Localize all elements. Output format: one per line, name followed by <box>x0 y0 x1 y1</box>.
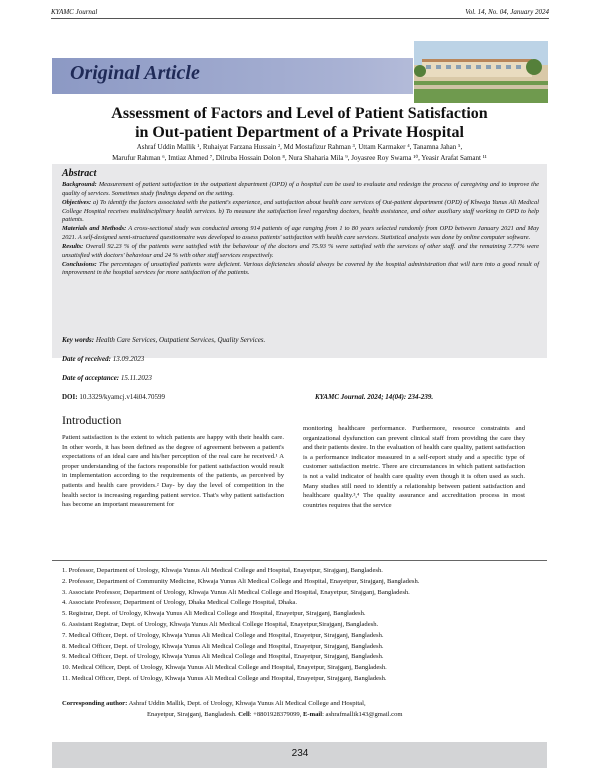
accepted-value: 15.11.2023 <box>119 374 152 382</box>
corresponding-name: Ashraf Uddin Mallik, Dept. of Urology, Khwaja Yunus Ali Medical College and Hospital, <box>127 700 366 707</box>
corresponding-author <box>62 699 542 721</box>
received-label: Date of received: <box>62 355 111 363</box>
doi-label: DOI: <box>62 393 78 401</box>
doi <box>62 393 165 401</box>
doi-value[interactable]: 10.3329/kyamcj.v14i04.70599 <box>77 393 166 401</box>
abstract-conclusions <box>62 261 539 279</box>
keywords <box>62 336 265 344</box>
footnote-item: 11. Medical Officer, Dept. of Urology, Khwaja Yunus Ali Medical College and Hospital, Enayetpur, Sirajganj, Bangladesh. <box>62 674 387 682</box>
results-label: Results: <box>62 242 84 250</box>
abstract-heading: Abstract <box>62 168 97 179</box>
abstract-objectives <box>62 199 539 226</box>
conclusions-text: The percentages of unsatisfied patients were deficient. Various deficiencies should always be covered by the hospital administration that will turn into a good result of improvement in the hospital services for more satisfaction of the patients. <box>62 260 539 277</box>
footnote-item: 6. Assistant Registrar, Dept. of Urology, Khwaja Yunus Ali Medical College Hospital, Enayetpur,Sirajganj, Bangladesh. <box>62 620 379 628</box>
page-number: 234 <box>291 748 309 759</box>
cell-label: Cell <box>238 710 250 718</box>
corresponding-label: Corresponding author: <box>62 700 128 707</box>
date-accepted <box>62 374 152 382</box>
footnote-item: 8. Medical Officer, Dept. of Urology, Khwaja Yunus Ali Medical College and Hospital, Enayetpur, Sirajganj, Bangladesh. <box>62 642 384 650</box>
introduction-heading: Introduction <box>62 413 122 427</box>
footnote-item: 4. Associate Professor, Department of Urology, Dhaka Medical College Hospital, Dhaka. <box>62 599 297 607</box>
footnote-item: 1. Professor, Department of Urology, Khwaja Yunus Ali Medical College and Hospital, Enayetpur, Sirajganj, Bangladesh. <box>62 567 383 574</box>
running-header-journal: KYAMC Journal <box>51 8 98 16</box>
footnote-item: 9. Medical Officer, Dept. of Urology, Khwaja Yunus Ali Medical College and Hospital, Enayetpur, Sirajganj, Bangladesh. <box>62 653 384 661</box>
results-text: Overall 92.23 % of the patients were satisfied with the behaviour of the doctors and 75.93 % were satisfied with the services of other staff. and the remaining 7.77% were unsatisfied with doctors' behaviour and 24 % with other staff services respectively. <box>62 242 539 259</box>
title-line-2: in Out-patient Department of a Private Hospital <box>135 124 464 141</box>
date-received <box>62 355 144 363</box>
cell-number: : +8801928379099, <box>249 710 304 718</box>
abstract-background <box>62 181 539 199</box>
footnote-rule <box>52 560 547 561</box>
corresponding-address: Enayetpur, Sirajganj, Bangladesh. <box>147 710 239 718</box>
corresponding-line-2 <box>62 710 542 721</box>
email-address[interactable]: : ashrafmallik143@gmail.com <box>322 710 403 718</box>
introduction-right-column: monitoring healthcare performance. Furthermore, resource constraints and organizational dysfunction can prevent clinical staff from providing the care they and their patients desire. In the evaluation of health care quality, patient satisfaction is a performance indicator measured in a self-report study and a specific type of customer satisfaction metric. There are circumstances in which patient satisfaction is not a valid indicator of health care quality even though it is often used as such. Many studies still need to identify a relationship between patient satisfaction and healthcare quality.³,⁴ The quality assurance and accreditation process in most countries requires that the service <box>303 425 525 509</box>
objectives-label: Objectives: <box>62 198 92 206</box>
keywords-label: Key words: <box>62 336 95 344</box>
article-type-label: Original Article <box>70 62 200 84</box>
background-label: Background: <box>62 181 97 188</box>
abstract-methods <box>62 225 539 243</box>
email-label: E-mail <box>303 710 323 718</box>
footnote-item: 10. Medical Officer, Dept. of Urology, Khwaja Yunus Ali Medical College and Hospital, Enayetpur, Sirajganj, Bangladesh. <box>62 664 387 672</box>
methods-label: Materials and Methods: <box>62 225 127 233</box>
introduction-left-column: Patient satisfaction is the extent to which patients are happy with their health care. In other words, it has been defined as the degree of agreement between a patient's expectations of an ideal care and his/her perception of the real care he received.¹ A proper understanding of the factors responsible for patient satisfaction would result in implementation according to the requirements of the patients, as perceived by patients and health care providers.² Day- by day the level of competition in the health sector is increasing regarding patient service. That's why patient satisfaction has become an important measurement for <box>62 434 284 509</box>
hospital-photo <box>413 40 549 104</box>
abstract-results <box>62 243 539 261</box>
objectives-text: a) To identify the factors associated with the patient's experience, and satisfaction about health care services of Out-patient department (OPD) of Khwaja Yunus Ali Medical College Hospital receives multidisciplinary health services. b) To measure the satisfaction level regarding doctors, health assistance, and other auxiliary staff working in OPD to help patients. <box>62 198 539 224</box>
corresponding-line-1 <box>62 699 542 710</box>
header-rule <box>51 18 549 19</box>
journal-citation: KYAMC Journal. 2024; 14(04): 234-239. <box>315 393 434 401</box>
authors-line-1: Ashraf Uddin Mallik ¹, Ruhaiyat Farzana Hussain ², Md Mostafizur Rahman ³, Uttam Karmaker ⁴, Tanamna Jahan ⁵, <box>136 143 463 151</box>
title-line-1: Assessment of Factors and Level of Patient Satisfaction <box>111 105 488 122</box>
article-title <box>52 104 547 142</box>
received-value: 13.09.2023 <box>110 355 145 363</box>
background-text: Measurement of patient satisfaction in the outpatient department (OPD) of a hospital can be used to evaluate and redesign the process of caregiving and to improve the quality of services. Sometimes study findings depend on the setting. <box>62 181 539 197</box>
abstract-body <box>62 181 539 278</box>
methods-text: A cross-sectional study was conducted among 914 patients of age ranging from 1 to 80 years selected randomly from OPD between January 2021 and May 2021. A self-designed semi-structured questionnaire was developed to assess patients' satisfaction with health care services. Statistical analysis was done by online computer software. <box>62 225 539 242</box>
accepted-label: Date of acceptance: <box>62 374 120 382</box>
authors-line-2: Marufur Rahman ⁶, Imtiaz Ahmed ⁷, Dilruba Hossain Dolon ⁸, Nura Shaharia Mila ⁹, Joyasree Roy Swarna ¹⁰, Yeasir Arafat Samant ¹¹ <box>112 154 487 162</box>
author-list <box>52 142 547 164</box>
footnote-item: 3. Associate Professor, Department of Urology, Khwaja Yunus Ali Medical College and Hospital, Enayetpur, Sirajganj, Bangladesh. <box>62 588 410 596</box>
footnote-item: 7. Medical Officer, Dept. of Urology, Khwaja Yunus Ali Medical College and Hospital, Enayetpur, Sirajganj, Bangladesh. <box>62 631 384 639</box>
keywords-text: Health Care Services, Outpatient Services, Quality Services. <box>94 336 266 344</box>
conclusions-label: Conclusions: <box>62 260 97 268</box>
affiliation-footnotes <box>62 566 542 685</box>
running-header-issue: Vol. 14, No. 04, January 2024 <box>465 8 549 16</box>
footnote-item: 5. Registrar, Dept. of Urology, Khwaja Yunus Ali Medical College and Hospital, Enayetpur, Sirajganj, Bangladesh. <box>62 610 366 618</box>
footnote-item: 2. Professor, Department of Community Medicine, Khwaja Yunus Ali Medical College and Hospital, Enayetpur, Sirajganj, Bangladesh. <box>62 577 420 585</box>
